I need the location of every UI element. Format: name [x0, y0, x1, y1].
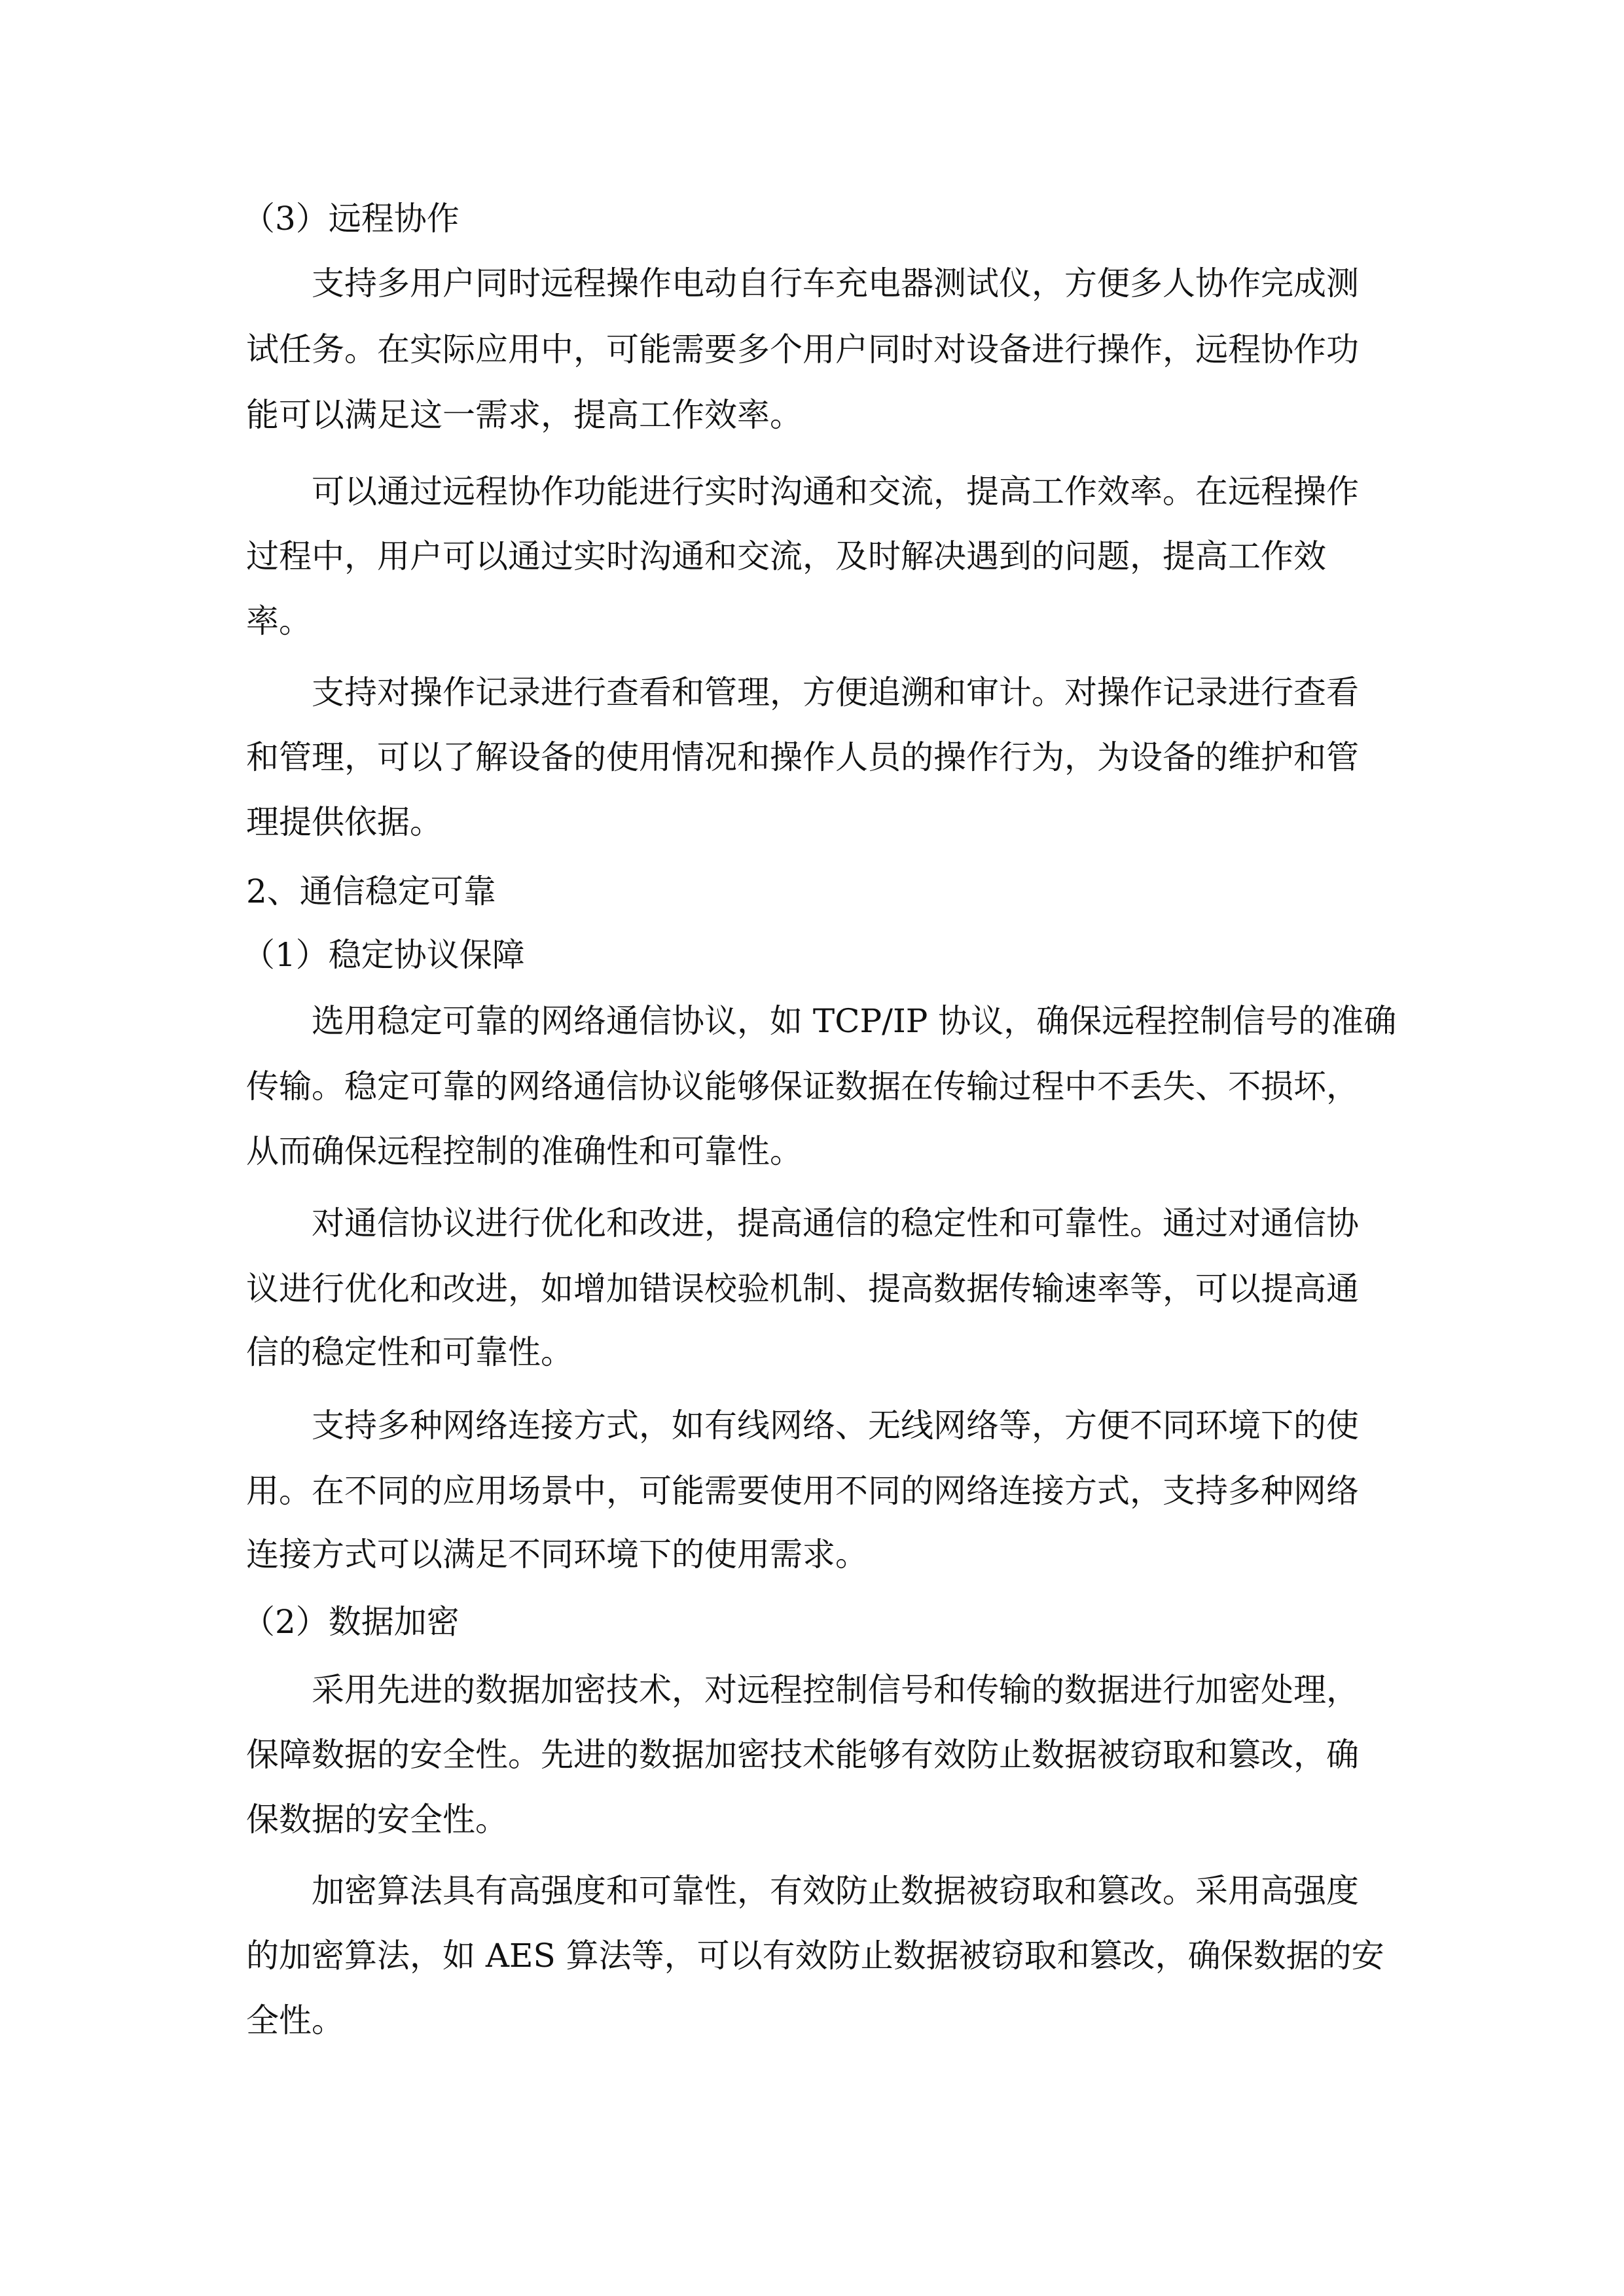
section-title-communication: 2、通信稳定可靠: [246, 872, 496, 910]
subheading-data-encryption: （2）数据加密: [242, 1603, 460, 1641]
paragraph-line: 支持多种网络连接方式，如有线网络、无线网络等，方便不同环境下的使: [312, 1407, 1359, 1444]
paragraph-line: 支持多用户同时远程操作电动自行车充电器测试仪，方便多人协作完成测: [312, 264, 1359, 302]
paragraph-line: 对通信协议进行优化和改进，提高通信的稳定性和可靠性。通过对通信协: [312, 1204, 1359, 1242]
paragraph-line: 理提供依据。: [246, 803, 442, 841]
paragraph-line: 率。: [246, 602, 312, 640]
paragraph-line: 议进行优化和改进，如增加错误校验机制、提高数据传输速率等，可以提高通: [246, 1270, 1359, 1308]
paragraph-line: 连接方式可以满足不同环境下的使用需求。: [246, 1535, 868, 1573]
paragraph-line: 的加密算法，如 AES 算法等，可以有效防止数据被窃取和篡改，确保数据的安: [246, 1937, 1384, 1975]
paragraph-line: 过程中，用户可以通过实时沟通和交流，及时解决遇到的问题，提高工作效: [246, 537, 1326, 575]
paragraph-line: 可以通过远程协作功能进行实时沟通和交流，提高工作效率。在远程操作: [312, 473, 1359, 511]
paragraph-line: 试任务。在实际应用中，可能需要多个用户同时对设备进行操作，远程协作功: [246, 331, 1359, 368]
paragraph-line: 支持对操作记录进行查看和管理，方便追溯和审计。对操作记录进行查看: [312, 673, 1359, 711]
paragraph-line: 选用稳定可靠的网络通信协议，如 TCP/IP 协议，确保远程控制信号的准确: [312, 1002, 1397, 1040]
paragraph-line: 传输。稳定可靠的网络通信协议能够保证数据在传输过程中不丢失、不损坏，: [246, 1067, 1359, 1105]
subheading-stable-protocol: （1）稳定协议保障: [242, 936, 525, 974]
paragraph-line: 能可以满足这一需求，提高工作效率。: [246, 396, 803, 434]
paragraph-line: 信的稳定性和可靠性。: [246, 1333, 573, 1371]
paragraph-line: 保数据的安全性。: [246, 1801, 508, 1839]
paragraph-line: 加密算法具有高强度和可靠性，有效防止数据被窃取和篡改。采用高强度: [312, 1872, 1359, 1910]
paragraph-line: 全性。: [246, 2001, 344, 2039]
paragraph-line: 和管理，可以了解设备的使用情况和操作人员的操作行为，为设备的维护和管: [246, 738, 1359, 776]
paragraph-line: 采用先进的数据加密技术，对远程控制信号和传输的数据进行加密处理，: [312, 1671, 1359, 1709]
paragraph-line: 保障数据的安全性。先进的数据加密技术能够有效防止数据被窃取和篡改，确: [246, 1736, 1359, 1774]
paragraph-line: 用。在不同的应用场景中，可能需要使用不同的网络连接方式，支持多种网络: [246, 1472, 1359, 1510]
subheading-remote-collaboration: （3）远程协作: [242, 200, 460, 238]
paragraph-line: 从而确保远程控制的准确性和可靠性。: [246, 1132, 803, 1170]
